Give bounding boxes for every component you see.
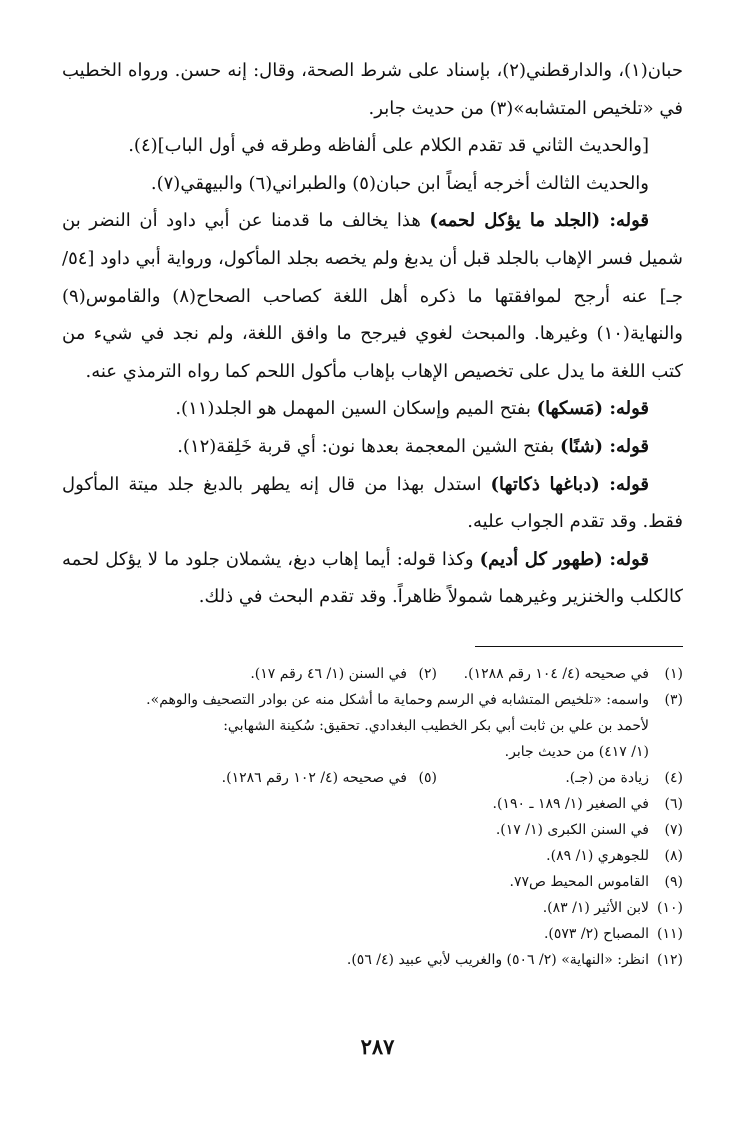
paragraph-7 — [62, 466, 683, 541]
paragraph-1: حبان(١)، والدارقطني(٢)، بإسناد على شرط الصحة، وقال: إنه حسن. ورواه الخطيب في «تلخيص المتشابه»(٣) من حديث جابر. — [62, 60, 683, 119]
paragraph-4-lead: قوله: (الجلد ما يؤكل لحمه) — [429, 210, 649, 232]
footnote-text: للجوهري (١/ ٨٩). — [546, 847, 649, 864]
paragraph-4 — [62, 202, 683, 390]
paragraph-5-lead: قوله: (مَسكها) — [536, 398, 649, 420]
footnote-number: (٩) — [664, 873, 683, 890]
paragraph-6 — [62, 428, 683, 466]
footnote-text: في صحيحه (٤/ ١٠٤ رقم ١٢٨٨). — [463, 665, 649, 682]
footnote-8 — [62, 843, 683, 869]
footnote-4 — [453, 765, 683, 791]
footnote-number: (٣) — [664, 691, 683, 708]
footnote-3-line-3: (١/ ٤١٧) من حديث جابر. — [504, 743, 649, 760]
footnote-row — [62, 765, 683, 791]
footnote-10 — [62, 895, 683, 921]
footnote-number: (١٢) — [657, 951, 683, 968]
footnote-text: في السنن (١/ ٤٦ رقم ١٧). — [250, 665, 407, 682]
footnote-number: (١٠) — [657, 899, 683, 916]
footnote-5 — [207, 765, 437, 791]
footnote-text: لابن الأثير (١/ ٨٣). — [542, 899, 649, 916]
footnote-divider — [475, 646, 683, 647]
footnote-row — [62, 661, 683, 687]
main-text — [62, 52, 683, 616]
footnote-12 — [62, 947, 683, 973]
footnote-number: (١١) — [657, 925, 683, 942]
paragraph-2: [والحديث الثاني قد تقدم الكلام على ألفاظه وطرقه في أول الباب](٤). — [128, 135, 649, 157]
footnote-number: (٥) — [418, 769, 437, 786]
footnote-6 — [62, 791, 683, 817]
footnote-number: (٤) — [664, 769, 683, 786]
footnote-7 — [62, 817, 683, 843]
footnote-text: في الصغير (١/ ١٨٩ ـ ١٩٠). — [492, 795, 649, 812]
paragraph-8 — [62, 541, 683, 616]
footnote-number: (٦) — [664, 795, 683, 812]
footnote-text: في السنن الكبرى (١/ ١٧). — [495, 821, 649, 838]
paragraph-5-rest: بفتح الميم وإسكان السين المهمل هو الجلد(١١). — [175, 398, 537, 420]
footnote-text: انظر: «النهاية» (٢/ ٥٠٦) والغريب لأبي عبيد (٤/ ٥٦). — [346, 951, 649, 968]
paragraph-6-lead: قوله: (شنًا) — [560, 435, 649, 457]
footnote-text: المصباح (٢/ ٥٧٣). — [543, 925, 649, 942]
footnote-text: زيادة من (جـ). — [565, 769, 649, 786]
paragraph-8-lead: قوله: (طهور كل أديم) — [479, 548, 649, 570]
footnote-3 — [62, 687, 683, 713]
paragraph-7-lead: قوله: (دباغها ذكاتها) — [490, 473, 649, 495]
paragraph-3: والحديث الثالث أخرجه أيضاً ابن حبان(٥) والطبراني(٦) والبيهقي(٧). — [150, 172, 649, 194]
footnote-number: (٧) — [664, 821, 683, 838]
footnote-number: (١) — [664, 665, 683, 682]
footnote-text: القاموس المحيط ص٧٧. — [509, 873, 649, 890]
footnote-9 — [62, 869, 683, 895]
paragraph-8-rest: وكذا قوله: أيما إهاب دبغ، يشملان جلود ما لا يؤكل لحمه كالكلب والخنزير وغيرهما شمولاً ظاهراً. وقد تقدم البحث في ذلك. — [62, 548, 683, 608]
footnote-3-line-2: لأحمد بن علي بن ثابت أبي بكر الخطيب البغدادي. تحقيق: سُكينة الشهابي: — [223, 717, 649, 734]
footnote-text: في صحيحه (٤/ ١٠٢ رقم ١٢٨٦). — [221, 769, 407, 786]
page-number: ٢٨٧ — [360, 1034, 395, 1059]
footnote-2 — [207, 661, 437, 687]
footnotes — [62, 661, 683, 973]
paragraph-4-rest: هذا يخالف ما قدمنا عن أبي داود أن النضر بن شميل فسر الإهاب بالجلد قبل أن يدبغ ولم يخصه بجلد المأكول، ورواية أبي داود [٥٤/جـ] عنه أرجح لموافقتها ما ذكره أهل اللغة كصاحب الصحاح(٨) والقاموس(٩) والنهاية(١٠) وغيرها. والمبحث لغوي فيرجح ما وافق اللغة، ولم نجد في شيء من كتب اللغة ما يدل على تخصيص الإهاب بإهاب مأكول اللحم كما رواه الترمذي عنه. — [62, 210, 683, 382]
footnote-text: واسمه: «تلخيص المتشابه في الرسم وحماية ما أشكل منه عن بوادر التصحيف والوهم». — [146, 691, 649, 708]
footnote-11 — [62, 921, 683, 947]
paragraph-6-rest: بفتح الشين المعجمة بعدها نون: أي قربة خَلِقة(١٢). — [177, 435, 561, 457]
footnote-number: (٢) — [418, 665, 437, 682]
paragraph-5 — [62, 390, 683, 428]
paragraph-7-rest: استدل بهذا من قال إنه يطهر بالدبغ جلد ميتة المأكول فقط. وقد تقدم الجواب عليه. — [62, 473, 683, 533]
footnote-1 — [453, 661, 683, 687]
footnote-number: (٨) — [664, 847, 683, 864]
